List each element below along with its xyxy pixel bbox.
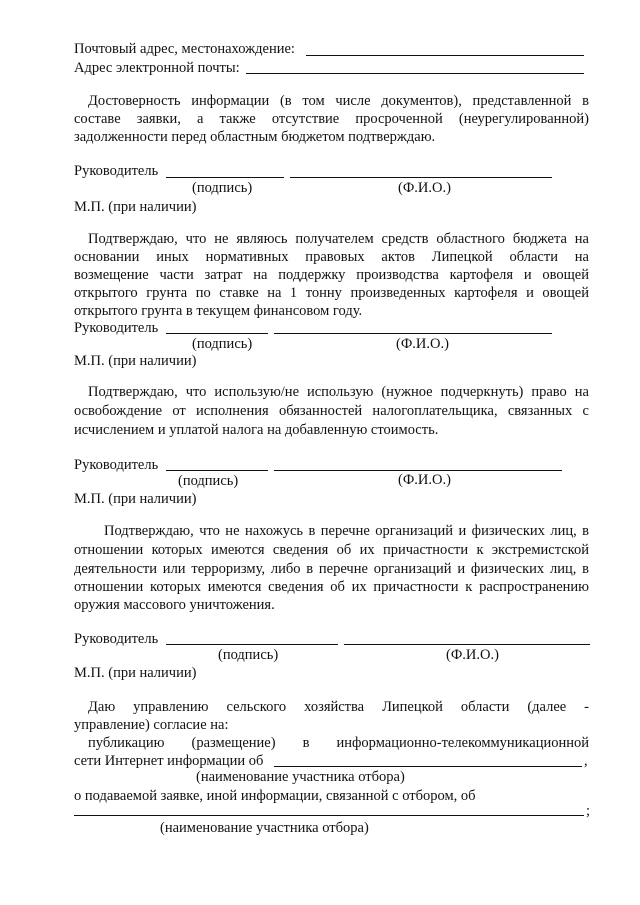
name-field-1[interactable] bbox=[290, 177, 552, 178]
signature-field-2[interactable] bbox=[166, 333, 268, 334]
consent-application-line: о подаваемой заявке, иной информации, связанной с отбором, об bbox=[74, 788, 476, 804]
name-caption-4: (Ф.И.О.) bbox=[446, 647, 499, 663]
reliability-line-1: Достоверность информации (в том числе документов), представленной в bbox=[88, 93, 589, 109]
reliability-line-2: составе заявки, а также отсутствие просроченной (неурегулированной) bbox=[74, 111, 589, 127]
participant-name-field-2[interactable] bbox=[74, 815, 584, 816]
postal-address-field[interactable] bbox=[306, 55, 584, 56]
head-label-2: Руководитель bbox=[74, 320, 159, 336]
participant-caption-1: (наименование участника отбора) bbox=[196, 769, 405, 785]
postal-address-label: Почтовый адрес, местонахождение: bbox=[74, 41, 295, 57]
not-recipient-line-2: основании иных нормативных правовых актов Липецкой области на bbox=[74, 249, 589, 265]
name-field-2[interactable] bbox=[274, 333, 552, 334]
seal-label-3: М.П. (при наличии) bbox=[74, 491, 197, 507]
vat-line-1: Подтверждаю, что использую/не использую (нужное подчеркнуть) право на bbox=[88, 384, 589, 400]
not-listed-line-3: деятельности или терроризму, либо в перечне организаций и физических лиц, в bbox=[74, 561, 589, 577]
consent-intro-line-2: управление) согласие на: bbox=[74, 717, 229, 733]
head-label-4: Руководитель bbox=[74, 631, 159, 647]
signature-caption-1: (подпись) bbox=[192, 180, 253, 196]
reliability-line-3: задолженности перед областным бюджетом подтверждаю. bbox=[74, 129, 436, 145]
email-label: Адрес электронной почты: bbox=[74, 60, 240, 76]
participant-name-field-1[interactable] bbox=[274, 766, 582, 767]
signature-caption-4: (подпись) bbox=[218, 647, 279, 663]
not-recipient-line-5: открытого грунта в текущем финансовом году. bbox=[74, 303, 363, 319]
consent-comma: , bbox=[584, 753, 588, 769]
consent-intro-line-1: Даю управлению сельского хозяйства Липецкой области (далее - bbox=[88, 699, 589, 715]
seal-label-4: М.П. (при наличии) bbox=[74, 665, 197, 681]
email-field[interactable] bbox=[246, 73, 584, 74]
vat-line-2: освобождение от исполнения обязанностей налогоплательщика, связанных с bbox=[74, 403, 589, 419]
consent-semicolon: ; bbox=[586, 803, 591, 819]
name-caption-1: (Ф.И.О.) bbox=[398, 180, 451, 196]
not-listed-line-2: отношении которых имеются сведения об их причастности к экстремистской bbox=[74, 542, 589, 558]
not-listed-line-1: Подтверждаю, что не нахожусь в перечне организаций и физических лиц, в bbox=[104, 523, 589, 539]
signature-caption-3: (подпись) bbox=[178, 473, 239, 489]
seal-label-2: М.П. (при наличии) bbox=[74, 353, 197, 369]
not-listed-line-4: отношении которых имеются сведения об их причастности к распространению bbox=[74, 579, 589, 595]
head-label-3: Руководитель bbox=[74, 457, 159, 473]
signature-field-4[interactable] bbox=[166, 644, 338, 645]
signature-field-1[interactable] bbox=[166, 177, 284, 178]
consent-publication-line-1: публикацию (размещение) в информационно-телекоммуникационной bbox=[88, 735, 589, 751]
consent-publication-line-2: сети Интернет информации об bbox=[74, 753, 264, 769]
name-caption-3: (Ф.И.О.) bbox=[398, 472, 451, 488]
participant-caption-2: (наименование участника отбора) bbox=[160, 820, 369, 836]
not-listed-line-5: оружия массового уничтожения. bbox=[74, 597, 275, 613]
not-recipient-line-3: возмещение части затрат на поддержку производства картофеля и овощей bbox=[74, 267, 589, 283]
signature-caption-2: (подпись) bbox=[192, 336, 253, 352]
head-label-1: Руководитель bbox=[74, 163, 159, 179]
signature-field-3[interactable] bbox=[166, 470, 268, 471]
not-recipient-line-1: Подтверждаю, что не являюсь получателем средств областного бюджета на bbox=[88, 231, 589, 247]
seal-label-1: М.П. (при наличии) bbox=[74, 199, 197, 215]
vat-line-3: исчислением и уплатой налога на добавленную стоимость. bbox=[74, 422, 439, 438]
name-caption-2: (Ф.И.О.) bbox=[396, 336, 449, 352]
name-field-4[interactable] bbox=[344, 644, 590, 645]
not-recipient-line-4: открытого грунта по ставке на 1 тонну произведенных картофеля и овощей bbox=[74, 285, 589, 301]
